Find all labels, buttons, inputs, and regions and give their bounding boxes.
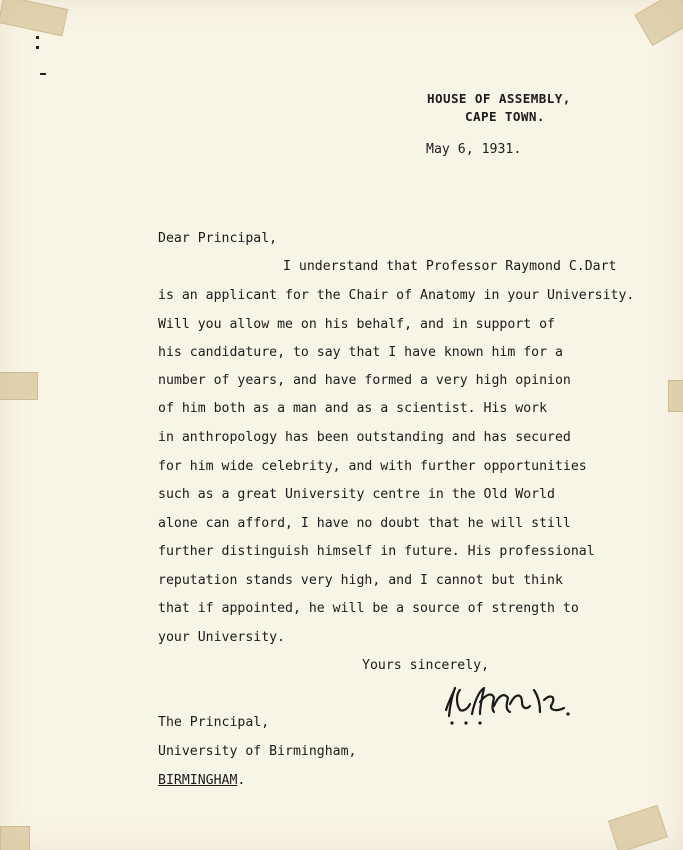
body-line: reputation stands very high, and I cannot but think: [158, 573, 563, 588]
body-line: alone can afford, I have no doubt that he will still: [158, 516, 571, 531]
letter-date: May 6, 1931.: [426, 142, 522, 157]
body-line: number of years, and have formed a very high opinion: [158, 373, 571, 388]
recipient-line-2: University of Birmingham,: [158, 744, 357, 759]
recipient-line-1: The Principal,: [158, 715, 270, 730]
punch-mark: [40, 73, 46, 75]
closing: Yours sincerely,: [362, 658, 490, 673]
body-line: your University.: [158, 630, 286, 645]
body-line: Will you allow me on his behalf, and in support of: [158, 317, 555, 332]
signature: [440, 676, 580, 726]
body-line: of him both as a man and as a scientist. His work: [158, 401, 548, 416]
tape-middle-left: [0, 372, 38, 400]
letterhead-line-2: CAPE TOWN.: [465, 109, 545, 124]
body-line: further distinguish himself in future. His professional: [158, 544, 595, 559]
tape-middle-right: [668, 380, 683, 412]
recipient-city-suffix: .: [237, 773, 246, 788]
body-line: his candidature, to say that I have known him for a: [158, 345, 563, 360]
body-line: is an applicant for the Chair of Anatomy in your University.: [158, 288, 635, 303]
salutation: Dear Principal,: [158, 231, 278, 246]
tape-top-right: [634, 0, 683, 46]
body-line: for him wide celebrity, and with further opportunities: [158, 459, 587, 474]
body-line: that if appointed, he will be a source of strength to: [158, 601, 579, 616]
body-line: in anthropology has been outstanding and has secured: [158, 430, 571, 445]
body-line: such as a great University centre in the Old World: [158, 487, 555, 502]
tape-bottom-left: [0, 826, 30, 850]
recipient-city-name: BIRMINGHAM: [158, 773, 238, 788]
body-line: I understand that Professor Raymond C.Dart: [283, 259, 617, 274]
recipient-city: [158, 774, 245, 787]
punch-mark: [36, 36, 39, 39]
letterhead-line-1: HOUSE OF ASSEMBLY,: [427, 91, 571, 106]
punch-mark: [36, 46, 39, 49]
tape-top-left: [0, 0, 68, 37]
tape-bottom-right: [608, 805, 668, 850]
